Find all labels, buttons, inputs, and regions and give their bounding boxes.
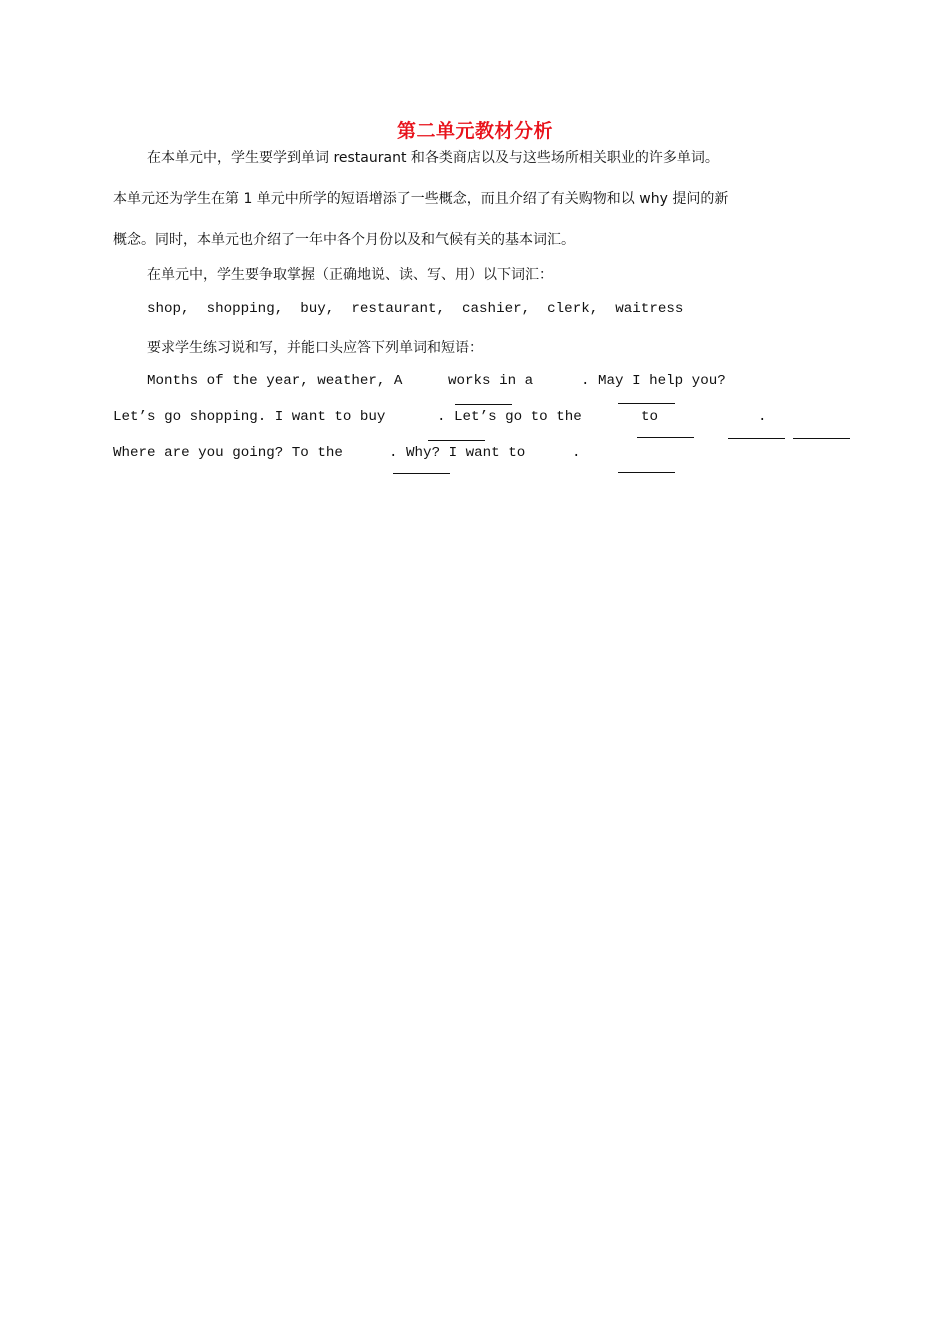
exercise-text: . Why? I want to: [389, 445, 526, 461]
page-title: 第二单元教材分析: [396, 120, 553, 142]
paragraph-line: 要求学生练习说和写，并能口头应答下列单词和短语：: [147, 340, 483, 356]
exercise-text: . May I help you?: [581, 373, 726, 389]
answer-blank: [428, 440, 485, 441]
exercise-text: .: [572, 445, 581, 461]
exercise-text: to: [641, 409, 659, 425]
answer-blank: [455, 404, 512, 405]
exercise-text: Where are you going? To the: [113, 445, 343, 461]
paragraph-line: 概念。同时，本单元也介绍了一年中各个月份以及和气候有关的基本词汇。: [113, 232, 575, 248]
exercise-text: works in a: [448, 373, 534, 389]
answer-blank: [728, 438, 785, 439]
paragraph-line: 在单元中，学生要争取掌握（正确地说、读、写、用）以下词汇：: [147, 267, 553, 283]
exercise-text: .: [758, 409, 767, 425]
answer-blank: [793, 438, 850, 439]
answer-blank: [637, 437, 694, 438]
answer-blank: [618, 472, 675, 473]
exercise-text: Let’s go shopping. I want to buy: [113, 409, 386, 425]
paragraph-line: 本单元还为学生在第 1 单元中所学的短语增添了一些概念，而且介绍了有关购物和以 why 提问的新: [113, 191, 729, 207]
answer-blank: [618, 403, 675, 404]
paragraph-line: 在本单元中，学生要学到单词 restaurant 和各类商店以及与这些场所相关职业的许多单词。: [147, 150, 719, 166]
answer-blank: [393, 473, 450, 474]
exercise-text: Months of the year, weather, A: [147, 373, 403, 389]
exercise-text: . Let’s go to the: [437, 409, 582, 425]
vocabulary-list: shop, shopping, buy, restaurant, cashier, clerk, waitress: [147, 301, 684, 317]
